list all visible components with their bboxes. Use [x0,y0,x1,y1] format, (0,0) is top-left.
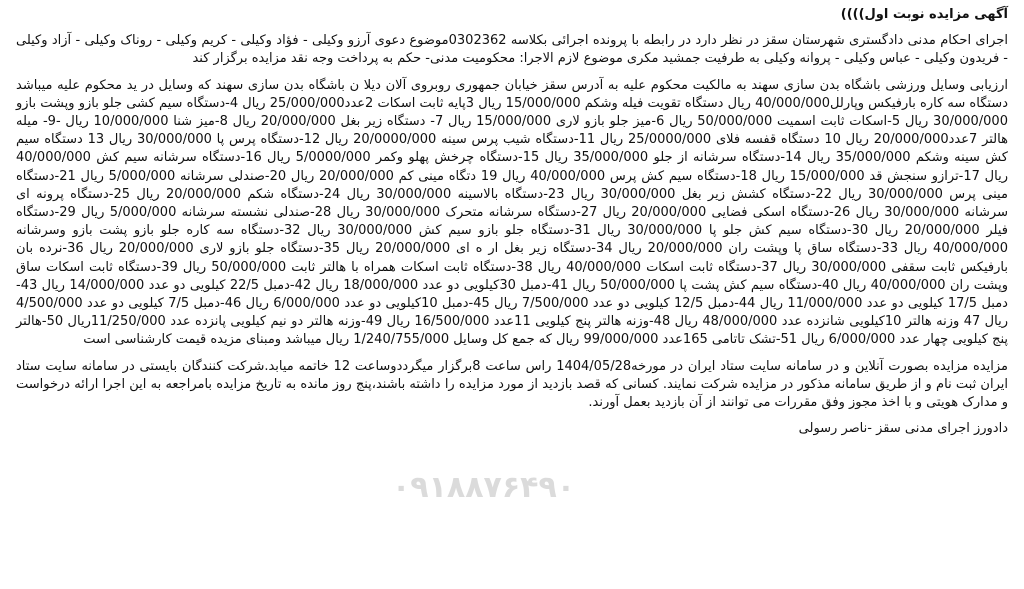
notice-signature: دادورز اجرای مدنی سقز -ناصر رسولی [798,421,1008,437]
notice-items-paragraph: ارزیابی وسایل ورزشی باشگاه بدن سازی سهند به مالکیت محکوم علیه به آدرس سقز خیابان جمهوری روبروی آلان دیلا ن باشگاه بدن سازی سهند که وسایل در ید محکوم علیه میباشد دستگاه سه کاره بارفیکس وپارلل40/000/000 ریال دستگاه تقویت فیله وشکم 15/000/000 ریال 3پایه ثابت اسکات 2عدد25/000/000 ریال 4-دستگاه سیم کشی جلو بازو وپشت بازو 30/000/000 ریال 5-اسکات ثابت اسمیت 50/000/000 ریال 6-میز جلو بازو لاری 15/000/000 ریال 7- دستگاه زیر بغل 20/000/000 ریال 8-میز شنا 10/000/000 ریال -9- میله هالتر 7عدد20/000/000 ریال 10 دستگاه قفسه فلای 25/0000/000 ریال 11-دستگاه شیب پرس سینه 20/0000/000 ریال 12-دستگاه پرس پا 30/000/000 ریال 13 دستگاه سیم کش سینه وشکم 35/000/000 ریال 14-دستگاه سرشانه از جلو 35/000/000 ریال 15-دستگاه چرخش پهلو وکمر 5/0000/000 ریال 16-دستگاه سرشانه سیم کش 40/000/000 ریال 17-ترازو سنجش قد 15/000/000 ریال 18-دستگاه سیم کش پرس 40/000/000 ریال 19 دتگاه مینی کم 20/000/000 ریال 20-صندلی سرشانه 5/000/000 ریال 21-دستگاه مینی پرس 30/000/000 ریال 22-دستگاه کشش زیر بغل 30/000/000 ریال 23-دستگاه بالاسینه 30/000/000 ریال 24-دستگاه شکم 20/000/000 ریال 25-دستگاه پرونه ای سرشانه 30/000/000 ریال 26-دستگاه اسکی فضایی 20/000/000 ریال 27-دستگاه سرشانه متحرک 30/000/000 ریال 28-صندلی نشسته سرشانه 5/000/000 ریال 29-دستگاه فیلر 20/000/000 ریال 30-دستگاه سیم کش جلو پا 30/000/000 ریال 31-دستگاه جلو بازو سیم کش 30/000/000 ریال 32-دستگاه سه کاره جلو بازو پشت بازو وسرشانه 40/000/000 ریال 33-دستگاه ساق پا وپشت ران 20/000/000 ریال 34-دستگاه زیر بغل ار ه ای 20/000/000 ریال 35-دستگاه جلو بازو لاری 20/000/000 ریال 36-نرده بان بارفیکس ثابت سقفی 30/000/000 ریال 37-دستگاه ثابت اسکات 40/000/000 ریال 38-دستگاه ثابت اسکات همراه با هالتر ثابت 50/000/000 ریال 39-دستگاه ثابت اسکات ساق وپشت ران 40/000/000 ریال 40-دستگاه سیم کش پشت پا 50/000/000 ریال 41-دمبل 30کیلویی دو عدد 18/000/000 ریال 42-دمبل 22/5 کیلویی دو عدد 14/000/000 ریال 43-دمبل 17/5 کیلویی دو عدد 11/000/000 ریال 44-دمبل 12/5 کیلویی دو عدد 7/500/000 ریال 45-دمبل 10کیلویی دو عدد 6/000/000 ریال 46-دمبل 7/5 کیلویی دو عدد 4/500/000 ریال 47 وزنه هالتر 10کیلویی شانزده عدد 48/000/000 ریال 48-وزنه هالتر پنج کیلویی 11عدد 16/500/000 ریال 49-وزنه هالتر دو نیم کیلویی پانزده عدد 11/250/000ریال 50-هالتر پنج کیلویی چهار عدد 6/000/000 ریال 51-تشک تاتامی 165عدد 99/000/000 ریال که جمع کل وسایل 1/240/755/000 ریال میباشد ومبنای مزیده قیمت کارشناسی است [16,77,1009,348]
notice-intro-paragraph: اجرای احکام مدنی دادگستری شهرستان سقز در نظر دارد در رابطه با پرونده اجرائی بکلاسه 0302362موضوع دعوی آرزو وکیلی - فؤاد وکیلی - کریم وکیلی - روناک وکیلی - آزاد وکیلی - فریدون وکیلی - عباس وکیلی - پروانه وکیلی به طرفیت جمشید مکری موضوع لازم الاجرا: محکومیت مدنی- حکم به پرداخت وجه نقد مزایده برگزار کند [16,33,1008,67]
notice-title: آگهی مزایده نوبت اول)))) [840,7,1008,22]
phone-watermark: ۰۹۱۸۸۷۶۴۹۰ [392,470,576,505]
notice-closing-paragraph: مزایده مزایده بصورت آنلاین و در سامانه سایت ستاد ایران در مورخه1404/05/28 راس ساعت 8برگزار میگرددوساعت 12 خاتمه میابد.شرکت کنندگان بایستی در سامانه سایت ستاد ایران ثبت نام و از طریق سامانه مذکور در مزایده شرکت نمایند. کسانی که قصد بازدید از مورد مزایده را داشته باشند،پنج روز مانده به تاریخ مزایده بامراجعه به این اجرا ارائه درخواست و مدارک هویتی و با اخذ مجوز وفق مقررات می توانند از آن بازدید بعمل آورند. [16,358,1009,411]
